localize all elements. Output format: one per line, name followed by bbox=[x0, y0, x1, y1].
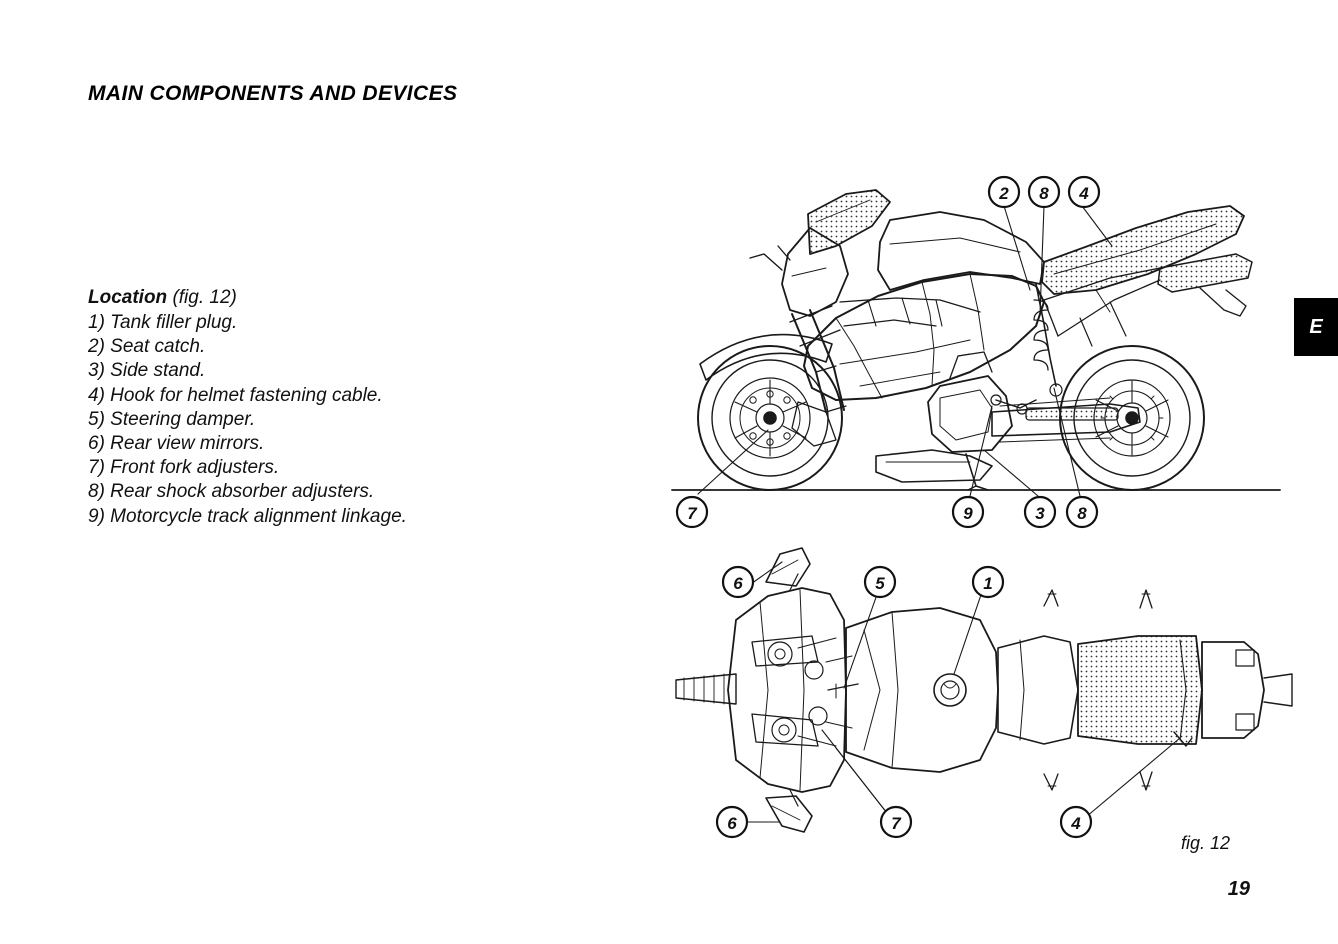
callout-label-2: 2 bbox=[999, 184, 1009, 203]
list-item: 9) Motorcycle track alignment linkage. bbox=[88, 505, 407, 527]
callout-label-6-lower: 6 bbox=[727, 814, 737, 833]
list-item: 6) Rear view mirrors. bbox=[88, 433, 265, 455]
list-item: 4) Hook for helmet fastening cable. bbox=[88, 384, 383, 406]
callout-label-4-top-view: 4 bbox=[1071, 814, 1081, 833]
page-title: MAIN COMPONENTS AND DEVICES bbox=[88, 82, 458, 105]
list-item: 3) Side stand. bbox=[88, 360, 206, 382]
figure-illustration bbox=[640, 150, 1300, 850]
callout-label-8-bottom: 8 bbox=[1077, 504, 1087, 523]
figure-caption: fig. 12 bbox=[1180, 833, 1230, 853]
location-text-column bbox=[88, 286, 608, 529]
callout-label-8-top: 8 bbox=[1039, 184, 1049, 203]
callout-label-1: 1 bbox=[983, 574, 993, 593]
page-number: 19 bbox=[1227, 878, 1250, 900]
location-heading-label: Location bbox=[88, 287, 168, 308]
location-item-list bbox=[88, 311, 608, 529]
section-edge-tab bbox=[1294, 298, 1338, 356]
location-figure-reference: (fig. 12) bbox=[172, 287, 237, 308]
callout-label-5: 5 bbox=[875, 574, 885, 593]
callout-label-9: 9 bbox=[963, 504, 973, 523]
list-item: 2) Seat catch. bbox=[88, 336, 206, 358]
callout-label-3: 3 bbox=[1035, 504, 1045, 523]
callout-label-7-top-view: 7 bbox=[891, 814, 901, 833]
location-heading bbox=[88, 286, 608, 310]
callout-label-4: 4 bbox=[1079, 184, 1089, 203]
list-item: 5) Steering damper. bbox=[88, 408, 256, 430]
callout-label-7: 7 bbox=[687, 504, 697, 523]
section-edge-tab-label: E bbox=[1309, 315, 1323, 338]
list-item: 8) Rear shock absorber adjusters. bbox=[88, 481, 375, 503]
list-item: 1) Tank filler plug. bbox=[88, 312, 238, 333]
list-item: 7) Front fork adjusters. bbox=[88, 457, 280, 479]
callout-label-6-upper: 6 bbox=[733, 574, 743, 593]
